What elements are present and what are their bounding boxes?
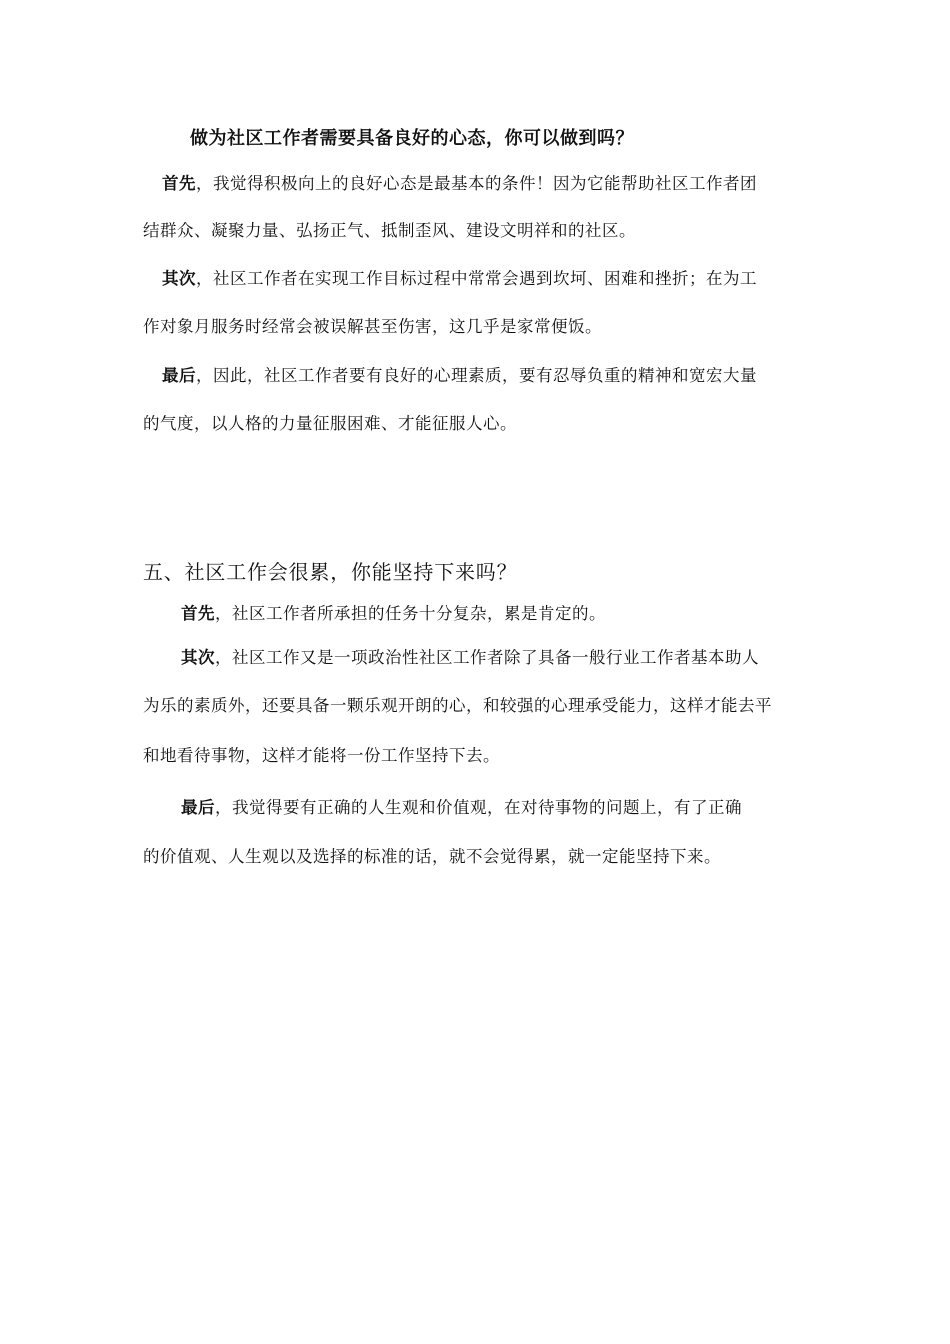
- paragraph-line: 的气度，以人格的力量征服困难、才能征服人心。: [143, 414, 517, 433]
- paragraph-lead: 首先: [162, 174, 196, 193]
- section-heading: 五、社区工作会很累，你能坚持下来吗？: [143, 560, 518, 584]
- paragraph-text: ，社区工作者在实现工作目标过程中常常会遇到坎坷、困难和挫折；在为工: [196, 269, 757, 288]
- section-heading: 做为社区工作者需要具备良好的心态，你可以做到吗？: [190, 128, 634, 149]
- paragraph-line: [181, 647, 759, 669]
- paragraph-line: [162, 268, 757, 290]
- paragraph-text: ，社区工作者所承担的任务十分复杂，累是肯定的。: [215, 604, 606, 623]
- paragraph-lead: 其次: [162, 269, 196, 288]
- paragraph-lead: 最后: [162, 366, 196, 385]
- paragraph-line: [181, 603, 606, 625]
- paragraph-text: ，因此，社区工作者要有良好的心理素质，要有忍辱负重的精神和宽宏大量: [196, 366, 757, 385]
- paragraph-lead: 首先: [181, 604, 215, 623]
- paragraph-text: ，我觉得要有正确的人生观和价值观，在对待事物的问题上，有了正确: [215, 798, 742, 817]
- paragraph-lead: 最后: [181, 798, 215, 817]
- paragraph-lead: 其次: [181, 648, 215, 667]
- paragraph-line: 和地看待事物，这样才能将一份工作坚持下去。: [143, 746, 500, 765]
- paragraph-line: [181, 797, 742, 819]
- paragraph-text: ，社区工作又是一项政治性社区工作者除了具备一般行业工作者基本助人: [215, 648, 759, 667]
- paragraph-text: ，我觉得积极向上的良好心态是最基本的条件！因为它能帮助社区工作者团: [196, 174, 757, 193]
- paragraph-line: 作对象月服务时经常会被误解甚至伤害，这几乎是家常便饭。: [143, 317, 602, 336]
- paragraph-line: 的价值观、人生观以及选择的标准的话，就不会觉得累，就一定能坚持下来。: [143, 847, 721, 866]
- paragraph-line: [162, 173, 757, 195]
- paragraph-line: 结群众、凝聚力量、弘扬正气、抵制歪风、建设文明祥和的社区。: [143, 221, 636, 240]
- paragraph-line: 为乐的素质外，还要具备一颗乐观开朗的心，和较强的心理承受能力，这样才能去平: [143, 696, 772, 715]
- paragraph-line: [162, 365, 757, 387]
